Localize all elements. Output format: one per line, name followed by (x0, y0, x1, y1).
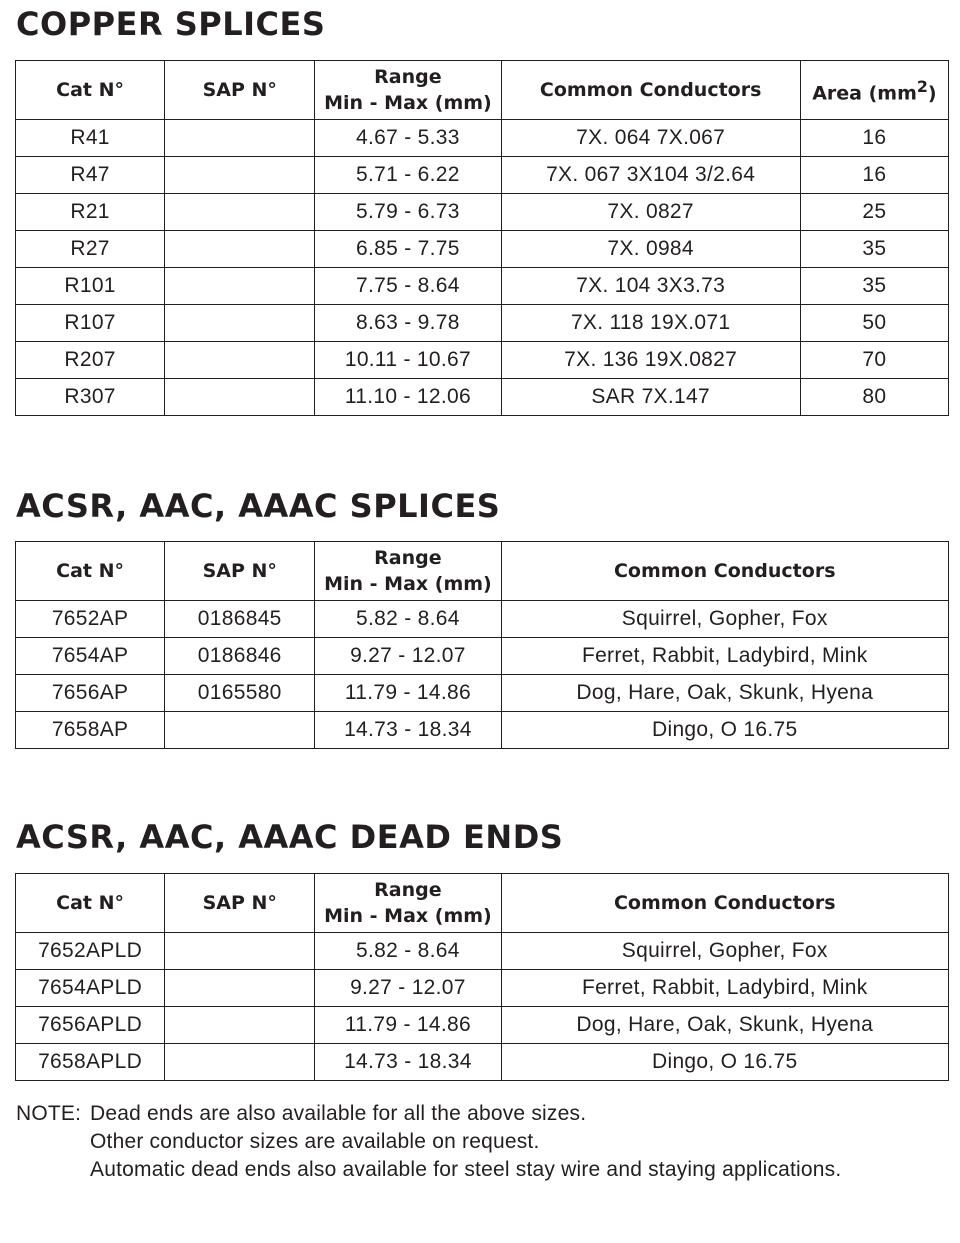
header-range-label: Range (374, 547, 442, 569)
header-cat-no: Cat N° (16, 874, 165, 933)
cell-common-conductors: Dog, Hare, Oak, Skunk, Hyena (501, 1007, 949, 1044)
note-lines (90, 1100, 841, 1184)
cell-range: 14.73 - 18.34 (315, 712, 501, 749)
cell-range: 5.71 - 6.22 (315, 157, 501, 194)
note-block (16, 1100, 841, 1184)
cell-sap-no: 0186845 (165, 601, 315, 638)
cell-cat-no: 7658APLD (16, 1044, 165, 1081)
table-row (16, 342, 949, 379)
cell-cat-no: R27 (16, 231, 165, 268)
cell-area: 50 (800, 305, 948, 342)
cell-range: 11.79 - 14.86 (315, 675, 501, 712)
cell-cat-no: 7658AP (16, 712, 165, 749)
header-range-units: Min - Max (mm) (324, 92, 492, 114)
cell-common-conductors: Squirrel, Gopher, Fox (501, 933, 949, 970)
cell-area: 70 (800, 342, 948, 379)
header-sap-no: SAP N° (165, 61, 315, 120)
table-row (16, 1044, 949, 1081)
table-row (16, 1007, 949, 1044)
cell-cat-no: 7654APLD (16, 970, 165, 1007)
cell-sap-no (165, 194, 315, 231)
cell-cat-no: 7656APLD (16, 1007, 165, 1044)
cell-sap-no (165, 305, 315, 342)
cell-sap-no (165, 231, 315, 268)
note-label: NOTE: (16, 1102, 82, 1125)
copper-splices-title: COPPER SPLICES (16, 5, 326, 43)
cell-cat-no: R41 (16, 120, 165, 157)
cell-cat-no: 7652APLD (16, 933, 165, 970)
cell-range: 11.10 - 12.06 (315, 379, 501, 416)
cell-sap-no (165, 120, 315, 157)
cell-common-conductors: 7X. 067 3X104 3/2.64 (501, 157, 800, 194)
header-area (800, 61, 948, 120)
note-line: Dead ends are also available for all the above sizes. (90, 1102, 587, 1125)
note-line: Automatic dead ends also available for steel stay wire and staying applications. (90, 1158, 842, 1181)
table-row (16, 601, 949, 638)
cell-sap-no: 0186846 (165, 638, 315, 675)
header-cat-no: Cat N° (16, 61, 165, 120)
table-header-row (16, 542, 949, 601)
cell-sap-no (165, 933, 315, 970)
cell-common-conductors: SAR 7X.147 (501, 379, 800, 416)
cell-area: 16 (800, 157, 948, 194)
cell-common-conductors: 7X. 0984 (501, 231, 800, 268)
cell-common-conductors: Dingo, O 16.75 (501, 712, 949, 749)
header-range-label: Range (374, 66, 442, 88)
acsr-splices-table (15, 541, 949, 749)
cell-range: 4.67 - 5.33 (315, 120, 501, 157)
cell-sap-no (165, 1007, 315, 1044)
cell-common-conductors: Ferret, Rabbit, Ladybird, Mink (501, 638, 949, 675)
header-range-label: Range (374, 879, 442, 901)
cell-area: 35 (800, 231, 948, 268)
header-cat-no: Cat N° (16, 542, 165, 601)
cell-cat-no: 7656AP (16, 675, 165, 712)
header-sap-no: SAP N° (165, 542, 315, 601)
table-header-row (16, 61, 949, 120)
acsr-splices-title: ACSR, AAC, AAAC SPLICES (16, 487, 501, 525)
table-row (16, 194, 949, 231)
cell-cat-no: R101 (16, 268, 165, 305)
cell-cat-no: R21 (16, 194, 165, 231)
cell-range: 6.85 - 7.75 (315, 231, 501, 268)
copper-splices-table (15, 60, 949, 416)
header-common-conductors: Common Conductors (501, 61, 800, 120)
header-area-close: ) (927, 82, 937, 105)
note-line: Other conductor sizes are available on request. (90, 1130, 540, 1153)
cell-range: 14.73 - 18.34 (315, 1044, 501, 1081)
cell-area: 35 (800, 268, 948, 305)
table-row (16, 379, 949, 416)
header-range (315, 542, 501, 601)
cell-common-conductors: Squirrel, Gopher, Fox (501, 601, 949, 638)
cell-sap-no (165, 342, 315, 379)
cell-area: 25 (800, 194, 948, 231)
cell-range: 10.11 - 10.67 (315, 342, 501, 379)
cell-range: 5.82 - 8.64 (315, 933, 501, 970)
table-row (16, 638, 949, 675)
cell-common-conductors: 7X. 064 7X.067 (501, 120, 800, 157)
header-sap-no: SAP N° (165, 874, 315, 933)
table-row (16, 231, 949, 268)
header-area-label: Area (mm (812, 82, 917, 105)
cell-common-conductors: Ferret, Rabbit, Ladybird, Mink (501, 970, 949, 1007)
header-range (315, 874, 501, 933)
table-header-row (16, 874, 949, 933)
cell-cat-no: R207 (16, 342, 165, 379)
cell-range: 5.82 - 8.64 (315, 601, 501, 638)
table-row (16, 970, 949, 1007)
header-common-conductors: Common Conductors (501, 542, 949, 601)
cell-common-conductors: 7X. 0827 (501, 194, 800, 231)
cell-cat-no: 7652AP (16, 601, 165, 638)
header-range-units: Min - Max (mm) (324, 573, 492, 595)
cell-range: 5.79 - 6.73 (315, 194, 501, 231)
cell-sap-no (165, 712, 315, 749)
cell-area: 16 (800, 120, 948, 157)
cell-sap-no (165, 379, 315, 416)
cell-cat-no: 7654AP (16, 638, 165, 675)
cell-range: 11.79 - 14.86 (315, 1007, 501, 1044)
header-area-superscript: 2 (916, 76, 928, 96)
table-row (16, 305, 949, 342)
cell-sap-no (165, 268, 315, 305)
table-row (16, 268, 949, 305)
table-row (16, 933, 949, 970)
cell-cat-no: R107 (16, 305, 165, 342)
cell-common-conductors: 7X. 104 3X3.73 (501, 268, 800, 305)
cell-area: 80 (800, 379, 948, 416)
cell-sap-no (165, 157, 315, 194)
cell-range: 9.27 - 12.07 (315, 970, 501, 1007)
cell-range: 8.63 - 9.78 (315, 305, 501, 342)
cell-sap-no: 0165580 (165, 675, 315, 712)
cell-cat-no: R307 (16, 379, 165, 416)
acsr-dead-ends-title: ACSR, AAC, AAAC DEAD ENDS (16, 818, 564, 856)
cell-sap-no (165, 970, 315, 1007)
cell-common-conductors: Dingo, O 16.75 (501, 1044, 949, 1081)
cell-range: 9.27 - 12.07 (315, 638, 501, 675)
cell-common-conductors: 7X. 118 19X.071 (501, 305, 800, 342)
cell-common-conductors: 7X. 136 19X.0827 (501, 342, 800, 379)
cell-range: 7.75 - 8.64 (315, 268, 501, 305)
header-range (315, 61, 501, 120)
cell-cat-no: R47 (16, 157, 165, 194)
header-range-units: Min - Max (mm) (324, 905, 492, 927)
acsr-dead-ends-table (15, 873, 949, 1081)
table-row (16, 157, 949, 194)
table-row (16, 712, 949, 749)
cell-sap-no (165, 1044, 315, 1081)
table-row (16, 675, 949, 712)
table-row (16, 120, 949, 157)
header-common-conductors: Common Conductors (501, 874, 949, 933)
cell-common-conductors: Dog, Hare, Oak, Skunk, Hyena (501, 675, 949, 712)
